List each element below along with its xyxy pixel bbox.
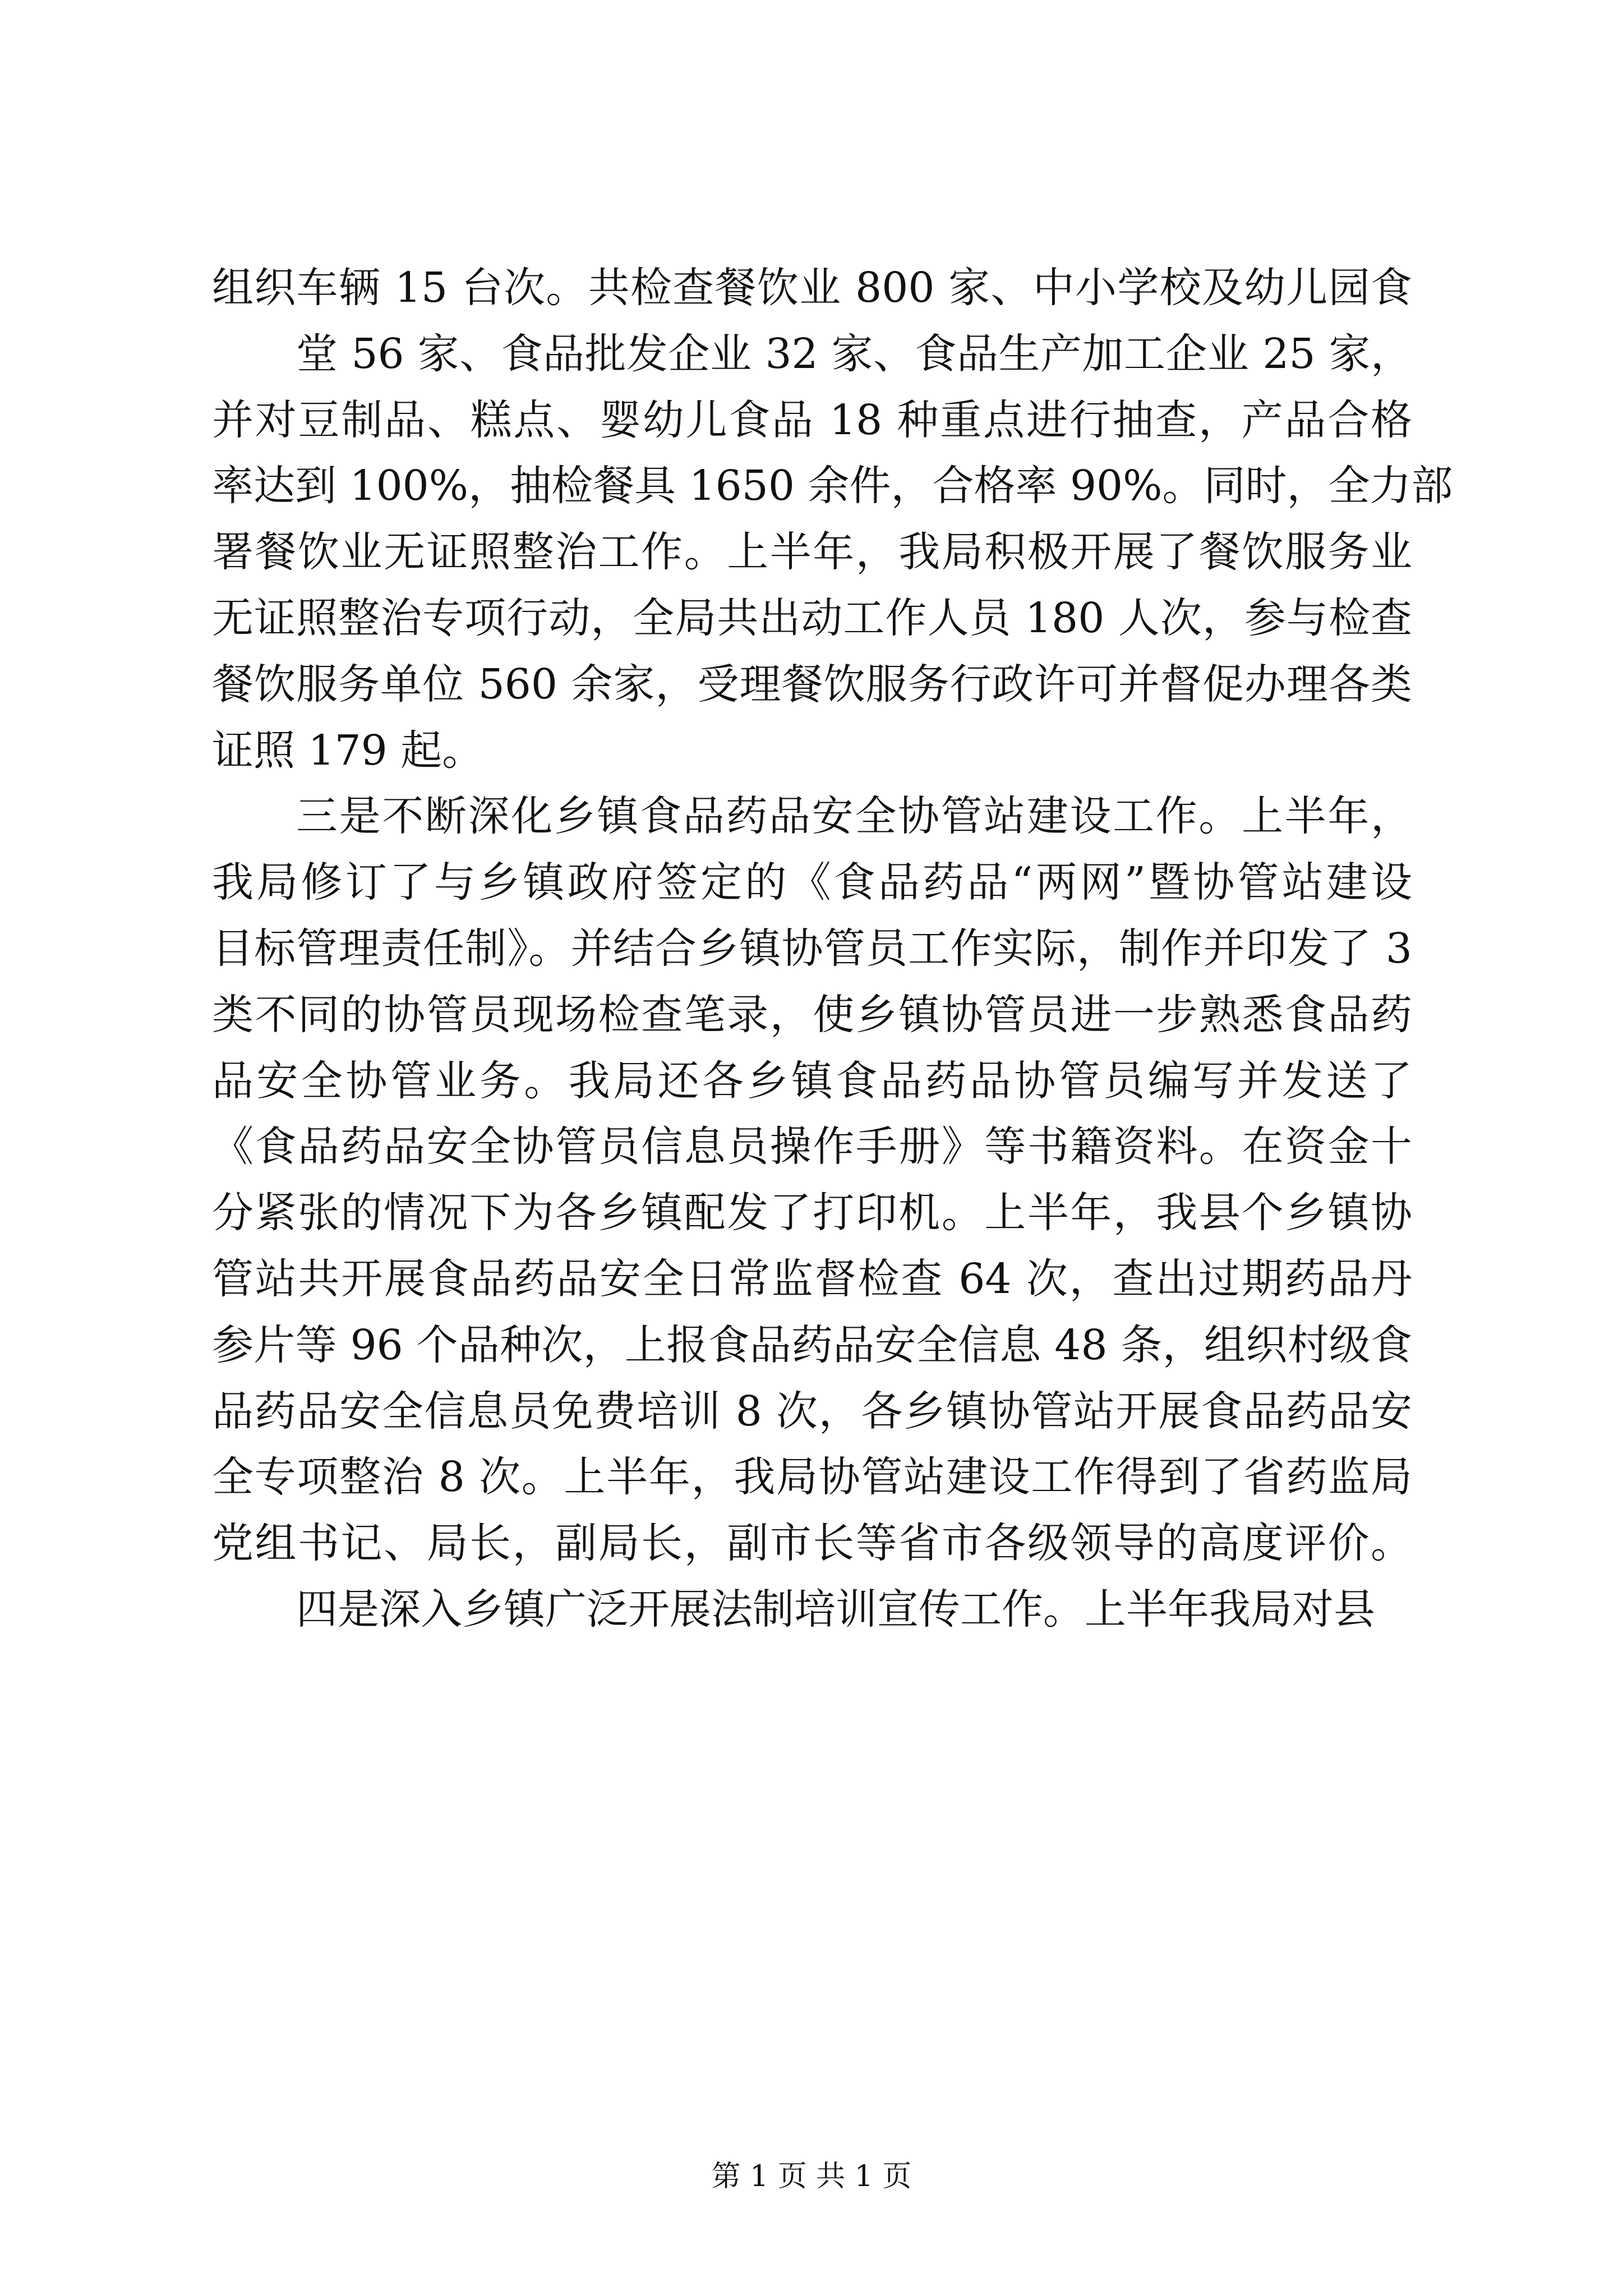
text-line: 管站共开展食品药品安全日常监督检查 64 次，查出过期药品丹 bbox=[212, 1254, 1412, 1303]
text-line: 分紧张的情况下为各乡镇配发了打印机。上半年，我县个乡镇协 bbox=[212, 1189, 1412, 1237]
text-line: 品安全协管业务。我局还各乡镇食品药品协管员编写并发送了 bbox=[212, 1056, 1412, 1105]
text-line: 四是深入乡镇广泛开展法制培训宣传工作。上半年我局对县 bbox=[296, 1585, 1375, 1634]
text-line: 无证照整治专项行动，全局共出动工作人员 180 人次，参与检查 bbox=[212, 593, 1412, 642]
text-line: 堂 56 家、食品批发企业 32 家、食品生产加工企业 25 家， bbox=[296, 329, 1412, 378]
text-line: 党组书记、局长，副局长，副市长等省市各级领导的高度评价。 bbox=[212, 1519, 1412, 1568]
text-line: 品药品安全信息员免费培训 8 次，各乡镇协管站开展食品药品安 bbox=[212, 1387, 1412, 1435]
text-line: 全专项整治 8 次。上半年，我局协管站建设工作得到了省药监局 bbox=[212, 1453, 1412, 1502]
text-line: 三是不断深化乡镇食品药品安全协管站建设工作。上半年， bbox=[296, 792, 1412, 841]
text-line: 率达到 100%，抽检餐具 1650 余件，合格率 90%。同时，全力部 bbox=[212, 462, 1453, 510]
text-line: 组织车辆 15 台次。共检查餐饮业 800 家、中小学校及幼儿园食 bbox=[212, 264, 1412, 312]
text-line: 并对豆制品、糕点、婴幼儿食品 18 种重点进行抽查，产品合格 bbox=[212, 395, 1412, 444]
text-line: 类不同的协管员现场检查笔录，使乡镇协管员进一步熟悉食品药 bbox=[212, 990, 1412, 1039]
text-line: 署餐饮业无证照整治工作。上半年，我局积极开展了餐饮服务业 bbox=[212, 528, 1412, 577]
page-number-footer: 第 1 页 共 1 页 bbox=[711, 2160, 912, 2193]
document-body bbox=[212, 255, 1453, 1643]
text-line: 我局修订了与乡镇政府签定的《食品药品“两网”暨协管站建设 bbox=[212, 858, 1412, 907]
text-line: 目标管理责任制》。并结合乡镇协管员工作实际，制作并印发了 3 bbox=[212, 924, 1412, 973]
text-line: 参片等 96 个品种次，上报食品药品安全信息 48 条，组织村级食 bbox=[212, 1320, 1412, 1369]
text-line: 证照 179 起。 bbox=[212, 726, 484, 775]
text-line: 《食品药品安全协管员信息员操作手册》等书籍资料。在资金十 bbox=[212, 1122, 1412, 1171]
text-line: 餐饮服务单位 560 余家，受理餐饮服务行政许可并督促办理各类 bbox=[212, 660, 1412, 708]
